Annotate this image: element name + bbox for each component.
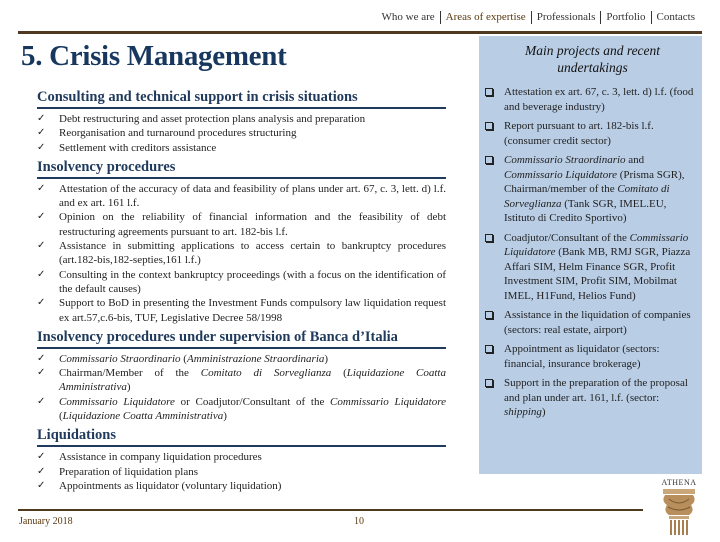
list-item [37,450,446,464]
project-item [491,376,694,420]
checkmark-icon: ✓ [37,297,46,309]
section [37,89,446,155]
projects-panel-title: Main projects and recent undertakings [524,43,661,75]
checkmark-icon: ✓ [37,182,46,194]
checkbox-bullet-icon [485,156,493,164]
nav-areas-of-expertise[interactable]: Areas of expertise [440,11,531,24]
list-item [37,352,446,366]
text-segment: ) [223,410,227,423]
checkmark-icon: ✓ [37,395,46,407]
text-segment: Debt restructuring and asset protection plans analysis and preparation [59,113,366,125]
list-item [37,395,446,424]
section-heading: Consulting and technical support in crisis situations [37,89,446,109]
section [37,329,446,423]
athena-logo: ATHENA [652,478,706,538]
text-segment: Support to BoD in presenting the Investment Funds compulsory law liquidation request ex art.57,c.6-bis, TUF, Legislative Decree 58/1998 [59,297,446,324]
text-segment: Opinion on the reliability of financial information and the feasibility of debt restructuring agreements pursuant to art. 182-bis l.f. [59,211,446,238]
section-heading: Insolvency procedures under supervision of Banca d’Italia [37,329,446,349]
text-segment: or Coadjutor/Consultant of the [174,395,331,408]
checkmark-icon: ✓ [37,479,46,491]
text-segment: Commissario Straordinario [504,154,626,166]
text-segment: Liquidazione Coatta Amministrativa [62,410,224,423]
text-segment: Comitato di Sorveglianza [200,367,332,380]
text-segment: Comitato di Sorveglianza [504,183,670,210]
checkbox-bullet-icon [485,88,493,96]
text-segment: Amministrazione Straordinaria [186,352,325,365]
checkbox-bullet-icon [485,234,493,242]
checkmark-icon: ✓ [37,113,46,124]
column-capital-icon [659,487,699,537]
list-item [37,239,446,268]
text-segment: Commissario Straordinario [59,352,181,365]
text-segment: shipping [504,406,542,418]
project-item [491,153,694,226]
list-item [37,141,446,155]
project-item [491,85,694,114]
section [37,427,446,493]
text-segment: ( [180,352,187,365]
checkmark-icon: ✓ [37,352,46,364]
expertise-sections [37,89,446,497]
checkmark-icon: ✓ [37,367,46,379]
section-list [37,182,446,325]
text-segment: Chairman/Member of the [59,367,201,380]
list-item [37,268,446,297]
text-segment: Report pursuant to art. 182-bis l.f. (consumer credit sector) [504,120,654,147]
text-segment: Attestation of the accuracy of data and feasibility of plans under art. 67, c. 3, lett. d) l.f. and ex art. 161 l.f. [59,182,446,210]
checkbox-bullet-icon [485,311,493,319]
text-segment: Assistance in company liquidation procedures [59,451,262,464]
project-item [491,119,694,148]
text-segment: and [625,154,645,166]
text-segment: (Prisma SGR), Chairman/member of the [504,168,685,195]
nav-who-we-are[interactable]: Who we are [381,11,435,23]
section-heading: Liquidations [37,427,446,447]
checkmark-icon: ✓ [37,141,46,153]
text-segment: Support in the preparation of the proposal and plan under art. 161, l.f. (sector: [504,377,688,404]
top-divider [18,31,702,34]
checkmark-icon: ✓ [37,240,46,252]
text-segment: Assistance in submitting applications to access certain to bankruptcy procedures (art.182-bis,182-septies,161 l.f.) [59,240,446,267]
checkbox-bullet-icon [485,122,493,130]
text-segment: Appointment as liquidator (sectors: financial, insurance brokerage) [504,343,660,370]
text-segment: ) [126,381,131,394]
checkbox-bullet-icon [485,379,493,387]
footer-divider [18,509,643,511]
text-segment: Commissario Liquidatore [330,395,446,408]
list-item [37,182,446,211]
checkmark-icon: ✓ [37,465,46,477]
nav-professionals[interactable]: Professionals [531,11,601,24]
text-segment: Reorganisation and turnaround procedures structuring [59,127,297,140]
nav-portfolio[interactable]: Portfolio [600,11,650,24]
project-item [491,342,694,371]
text-segment: ) [324,352,329,365]
list-item [37,112,446,126]
project-item [491,231,694,304]
text-segment: Commissario Liquidatore [504,231,689,258]
text-segment: Commissario Liquidatore [59,395,175,408]
text-segment: Liquidazione Coatta Amministrativa [59,367,446,394]
text-segment: Attestation ex art. 67, c. 3, lett. d) l.f. (food and beverage industry) [504,86,694,113]
text-segment: Commissario Liquidatore [504,168,617,181]
footer-date: January 2018 [19,516,73,527]
text-segment: ( [331,367,347,380]
text-segment: ( [59,410,63,423]
checkbox-bullet-icon [485,345,493,353]
page-title: 5. Crisis Management [21,40,287,72]
text-segment: Preparation of liquidation plans [59,465,198,478]
top-navigation [377,11,700,24]
list-item [37,479,446,493]
projects-panel [479,36,702,474]
text-segment: Appointments as liquidator (voluntary liquidation) [59,479,282,492]
text-segment: Consulting in the context bankruptcy proceedings (with a focus on the identification of the default causes) [59,268,446,295]
section-list [37,450,446,493]
list-item [37,366,446,395]
text-segment: (Tank SGR, IMEL.EU, Istituto di Credito Sportivo) [504,197,667,224]
text-segment: Assistance in the liquidation of companies (sectors: real estate, airport) [504,309,691,336]
list-item [37,126,446,140]
nav-contacts[interactable]: Contacts [651,11,701,24]
list-item [37,465,446,479]
projects-list [491,85,694,420]
section-list [37,352,446,423]
text-segment: Settlement with creditors assistance [59,141,217,154]
checkmark-icon: ✓ [37,211,46,223]
section-heading: Insolvency procedures [37,159,446,179]
page-number: 10 [354,516,364,527]
section-list [37,112,446,155]
section [37,159,446,325]
project-item [491,308,694,337]
list-item [37,296,446,325]
checkmark-icon: ✓ [37,127,46,139]
text-segment: Coadjutor/Consultant of the [504,231,630,244]
checkmark-icon: ✓ [37,451,46,463]
text-segment: (Bank MB, RMJ SGR, Piazza Affari SIM, Helm Finance SGR, Profit Investment SIM, Profit SIM, Mobilmat IMEL, H1Fund, Helios Fund) [504,246,691,302]
list-item [37,210,446,239]
text-segment: ) [541,406,546,418]
checkmark-icon: ✓ [37,268,46,280]
